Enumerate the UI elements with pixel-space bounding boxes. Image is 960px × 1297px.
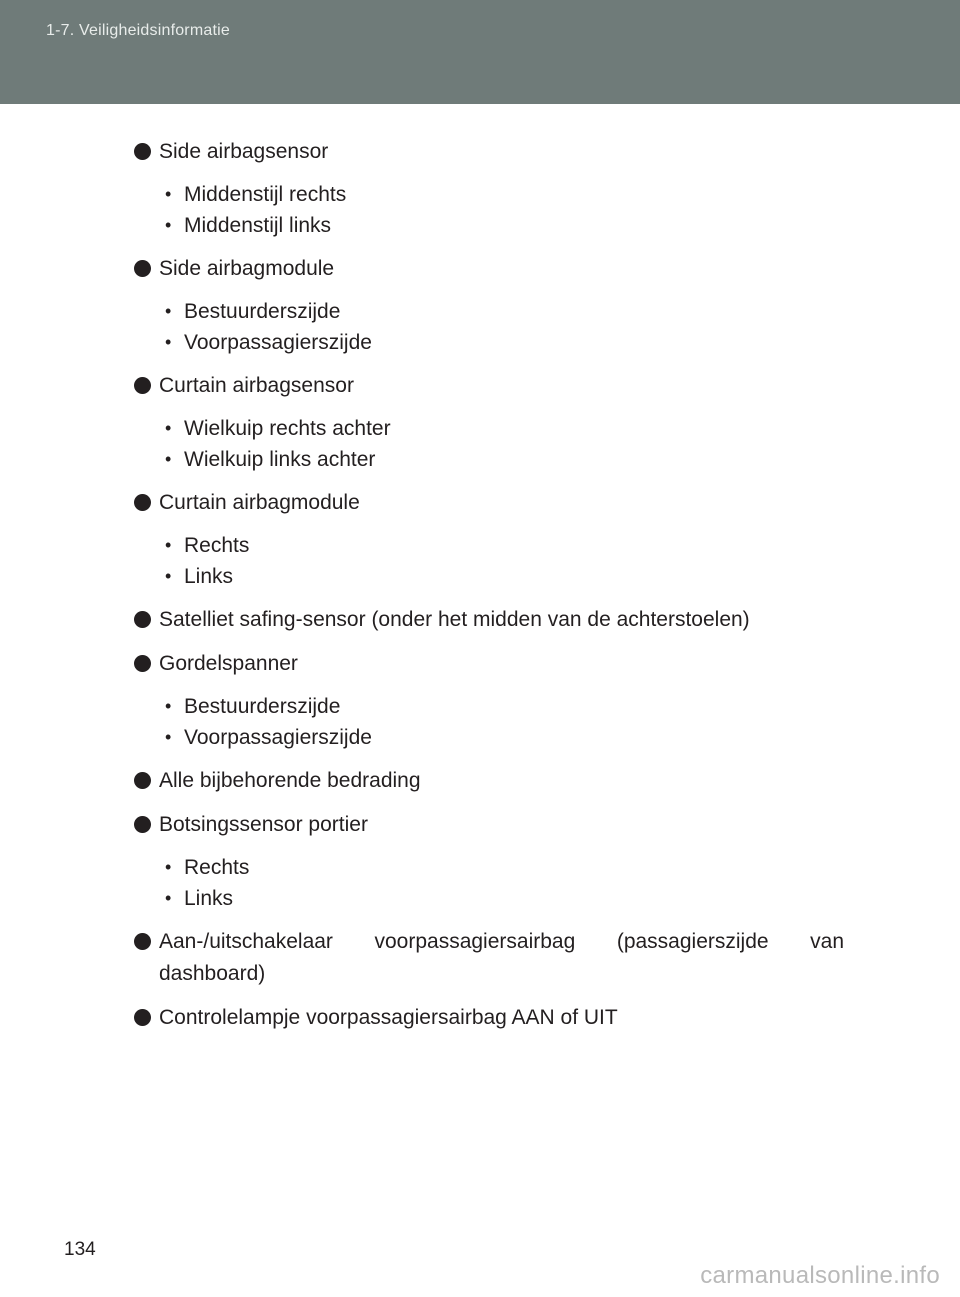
sub-list-item [159,561,844,592]
sub-list-item [159,296,844,327]
bullet-icon [134,1009,151,1026]
sub-bullet: • [165,696,172,716]
component-list [134,136,844,1046]
list-item [134,604,844,636]
bullet-icon [134,611,151,628]
sub-list-item [159,722,844,753]
list-item [134,809,844,914]
list-item [134,370,844,475]
sub-list-item [159,327,844,358]
sub-bullet: • [165,535,172,555]
sub-list-item-label: Links [184,565,234,588]
list-item [134,926,844,990]
sub-list [159,413,844,475]
bullet-icon [134,772,151,789]
sub-list-item-label: Links [184,887,234,910]
sub-list [159,852,844,914]
sub-list-item [159,530,844,561]
list-item-label: Botsingssensor portier [159,813,368,836]
sub-bullet: • [165,727,172,747]
bullet-icon [134,260,151,277]
sub-list [159,296,844,358]
sub-list-item-label: Wielkuip rechts achter [184,417,391,440]
sub-list [159,179,844,241]
list-item [134,136,844,241]
list-item-label: Gordelspanner [159,652,298,675]
list-item [134,253,844,358]
sub-list-item-label: Voorpassagierszijde [184,331,372,354]
list-item-label: Controlelampje voorpassagiersairbag AAN of UIT [159,1006,618,1029]
sub-list-item-label: Voorpassagierszijde [184,726,372,749]
sub-list-item-label: Middenstijl rechts [184,183,347,206]
list-item-label: Curtain airbagmodule [159,491,360,514]
list-item-label: Side airbagsensor [159,140,329,163]
bullet-icon [134,143,151,160]
sub-list-item [159,179,844,210]
sub-list-item-label: Middenstijl links [184,214,332,237]
bullet-icon [134,933,151,950]
sub-list-item-label: Rechts [184,856,250,879]
sub-bullet: • [165,888,172,908]
list-item [134,487,844,592]
watermark: carmanualsonline.info [700,1262,940,1289]
bullet-icon [134,816,151,833]
page-header [0,0,960,104]
list-item-label: Alle bijbehorende bedrading [159,769,421,792]
sub-bullet: • [165,449,172,469]
list-item-label: Aan-/uitschakelaar voorpassagiersairbag (passagierszijde van dashboard) [159,930,844,985]
sub-bullet: • [165,566,172,586]
section-title: 1-7. Veiligheidsinformatie [46,22,230,39]
bullet-icon [134,494,151,511]
sub-list-item [159,852,844,883]
sub-list-item [159,413,844,444]
list-item-label: Side airbagmodule [159,257,335,280]
sub-list-item [159,210,844,241]
bullet-icon [134,655,151,672]
sub-bullet: • [165,301,172,321]
list-item-label: Curtain airbagsensor [159,374,354,397]
list-item [134,765,844,797]
sub-list-item-label: Rechts [184,534,250,557]
sub-list-item-label: Wielkuip links achter [184,448,376,471]
list-item [134,1002,844,1034]
sub-list-item [159,444,844,475]
list-item [134,648,844,753]
sub-bullet: • [165,418,172,438]
sub-bullet: • [165,184,172,204]
sub-list-item [159,883,844,914]
sub-bullet: • [165,215,172,235]
sub-list-item-label: Bestuurderszijde [184,300,341,323]
sub-list-item-label: Bestuurderszijde [184,695,341,718]
sub-list-item [159,691,844,722]
sub-bullet: • [165,332,172,352]
sub-list [159,530,844,592]
page-number: 134 [64,1239,96,1260]
sub-bullet: • [165,857,172,877]
bullet-icon [134,377,151,394]
sub-list [159,691,844,753]
list-item-label: Satelliet safing-sensor (onder het midden van de achterstoelen) [159,608,750,631]
